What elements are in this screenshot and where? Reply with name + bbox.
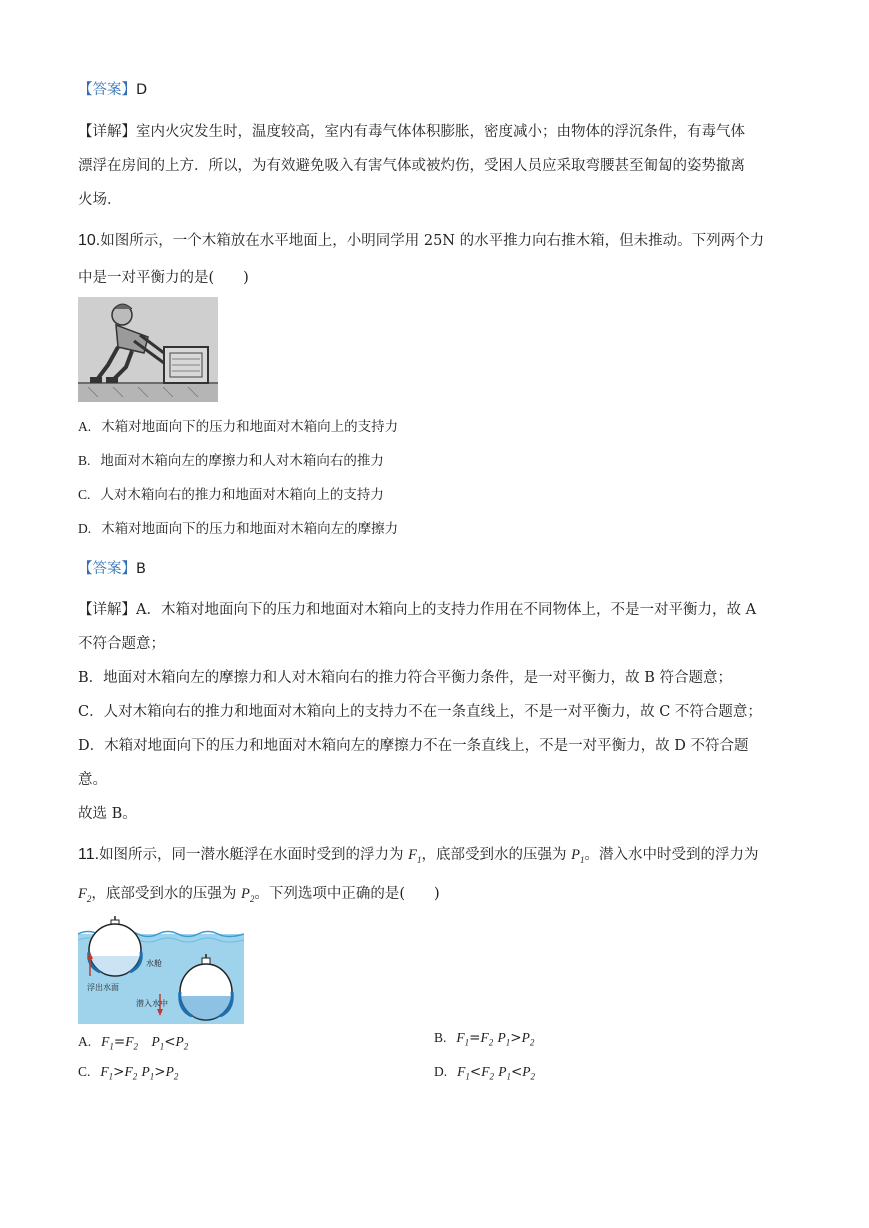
question-11-line-2: [78, 882, 440, 904]
symbol-f2: $F_2$: [78, 886, 92, 904]
option-c[interactable]: [78, 1064, 178, 1082]
option-label: A.: [78, 419, 92, 434]
answer-bracket: 【答案】: [78, 82, 136, 98]
option-formula: $F_1=F_2$ $P_1>P_2$: [456, 1030, 535, 1048]
detail-10-line-7: 故选 B。: [78, 806, 137, 822]
question-number: 10.: [78, 232, 101, 249]
option-text: 地面对木箱向左的摩擦力和人对木箱向右的推力: [100, 453, 384, 469]
option-a[interactable]: [78, 1030, 188, 1052]
detail-9-line-1: [78, 120, 745, 141]
detail-10-line-6: 意。: [78, 772, 107, 788]
option-label: C.: [78, 487, 91, 502]
detail-10-line-1: [78, 598, 756, 619]
question-11-line-1: [78, 843, 759, 865]
question-text: 如图所示，同一潜水艇浮在水面时受到的浮力为: [99, 847, 409, 863]
option-formula: $F_1<F_2$ $P_1<P_2$: [457, 1064, 536, 1082]
option-label: D.: [434, 1064, 448, 1079]
question-text: ，底部受到水的压强为: [421, 847, 572, 863]
dive-label: 潜入水中: [136, 999, 168, 1008]
detail-9-line-3: 火场．: [78, 192, 122, 208]
detail-9-line-2: 漂浮在房间的上方．所以，为有效避免吸入有害气体或被灼伤，受困人员应采取弯腰甚至匍匐的姿势撤离: [78, 158, 745, 174]
ballast-label: 水舱: [146, 959, 162, 968]
answer-10: [78, 557, 146, 578]
option-text: 人对木箱向右的推力和地面对木箱向上的支持力: [100, 487, 384, 503]
question-10-line-1: [78, 229, 764, 250]
detail-text: A．木箱对地面向下的压力和地面对木箱向上的支持力作用在不同物体上，不是一对平衡力，故 A: [136, 602, 757, 618]
symbol-f1: $F_1$: [408, 847, 422, 865]
option-label: B.: [434, 1030, 447, 1045]
question-number: 11.: [78, 846, 100, 863]
answer-9: [78, 78, 147, 99]
detail-bracket: 【详解】: [78, 124, 136, 140]
question-text: 。下列选项中正确的是( ): [254, 886, 440, 902]
option-c[interactable]: [78, 483, 384, 503]
answer-value: B: [136, 561, 146, 577]
detail-10-line-4: C．人对木箱向右的推力和地面对木箱向上的支持力不在一条直线上，不是一对平衡力，故 C 不符合题意；: [78, 704, 762, 720]
detail-bracket: 【详解】: [78, 602, 136, 618]
question-text: 。潜入水中时受到的浮力为: [584, 847, 759, 863]
detail-10-line-3: B．地面对木箱向左的摩擦力和人对木箱向右的推力符合平衡力条件，是一对平衡力，故 B 符合题意；: [78, 670, 733, 686]
submarine-figure: [78, 912, 244, 1024]
detail-10-line-2: 不符合题意；: [78, 636, 165, 652]
question-10-line-2: 中是一对平衡力的是( ): [78, 270, 249, 286]
detail-text: 室内火灾发生时，温度较高，室内有毒气体体积膨胀，密度减小；由物体的浮沉条件，有毒气体: [136, 124, 745, 140]
option-formula: $F_1>F_2$ $P_1>P_2$: [100, 1064, 179, 1082]
detail-10-line-5: D．木箱对地面向下的压力和地面对木箱向左的摩擦力不在一条直线上，不是一对平衡力，故 D 不符合题: [78, 738, 749, 754]
option-label: D.: [78, 521, 92, 536]
option-d[interactable]: [78, 517, 398, 537]
option-b[interactable]: [434, 1030, 534, 1048]
question-text: 如图所示，一个木箱放在水平地面上，小明同学用 25N 的水平推力向右推木箱，但未推动。下列两个力: [100, 233, 765, 249]
option-a[interactable]: [78, 415, 398, 435]
option-label: A.: [78, 1034, 92, 1049]
option-b[interactable]: [78, 449, 384, 469]
option-d[interactable]: [434, 1064, 535, 1082]
answer-value: D: [136, 82, 148, 98]
answer-bracket: 【答案】: [78, 561, 136, 577]
option-label: C.: [78, 1064, 91, 1079]
option-label: B.: [78, 453, 91, 468]
symbol-p2: $P_2$: [240, 886, 255, 904]
float-label: 浮出水面: [87, 983, 119, 992]
option-text: 木箱对地面向下的压力和地面对木箱向上的支持力: [101, 419, 399, 435]
symbol-p1: $P_1$: [571, 847, 585, 865]
boy-pushing-box-figure: [78, 297, 218, 402]
option-formula: $F_1=F_2$ $P_1<P_2$: [101, 1034, 189, 1052]
question-text: ，底部受到水的压强为: [91, 886, 241, 902]
option-text: 木箱对地面向下的压力和地面对木箱向左的摩擦力: [101, 521, 399, 537]
